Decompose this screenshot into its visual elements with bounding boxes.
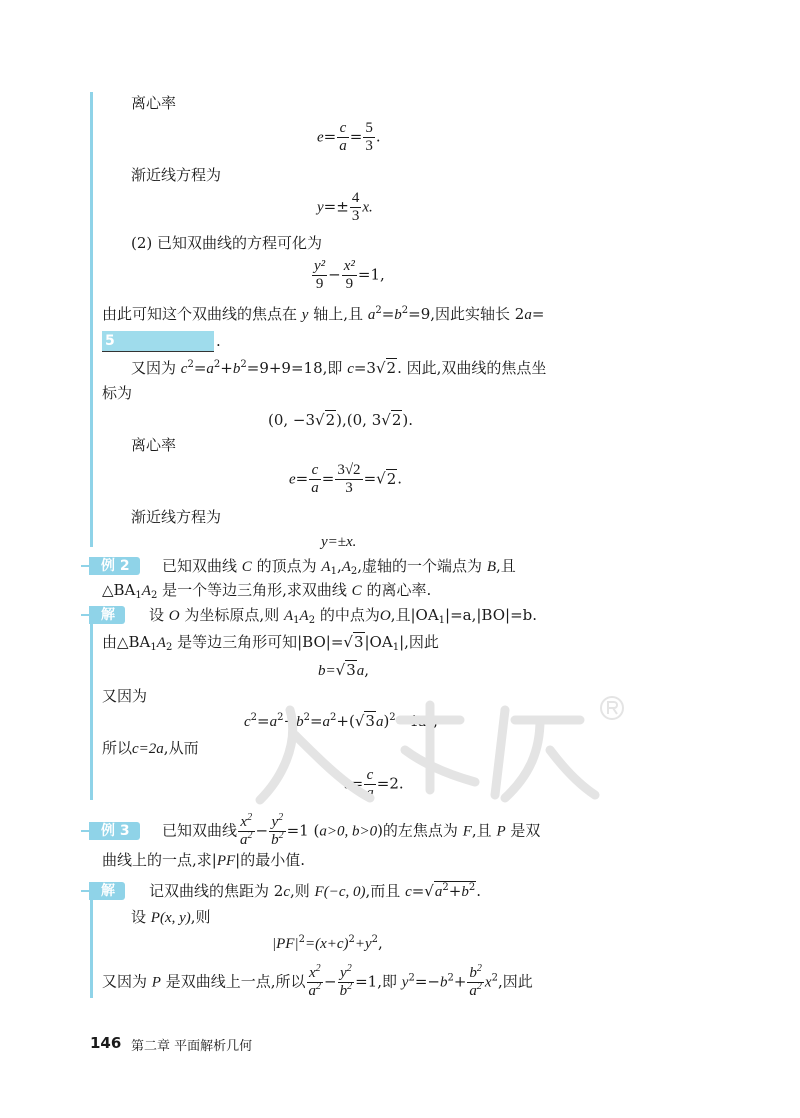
solution-2-line-2: 由$\triangle BA_1A_2$ 是等边三角形可知$|BO|=√3|OA_1|$,因此 [102, 633, 439, 653]
text-eccentricity-label: 离心率 [131, 94, 177, 112]
text-asymptote-label-2: 渐近线方程为 [131, 508, 222, 526]
page-number: 146 [90, 1034, 122, 1052]
example-2-line-2: $\triangle BA_1A_2$ 是一个等边三角形,求双曲线 C 的离心率. [102, 581, 432, 601]
answer-blank[interactable]: 5 [102, 331, 214, 352]
solution-3-tag: 解 [89, 882, 125, 900]
chapter-title: 第二章 平面解析几何 [131, 1039, 253, 1054]
text-focus-on-y-axis: 由此可知这个双曲线的焦点在 y 轴上,且 $a^2=b^2=9$,因此实轴长 2a= [102, 305, 545, 323]
solution-3-line-4: 又因为 P 是双曲线上一点,所以 $\frac{x^2}{a^2}$ − $\frac{y^2}{b^2}$ =1,即 $y^2=-b^2+$ $\frac{b^2}{a^2}$ $x^2$,因此 [102, 963, 533, 999]
solution-margin-bar [90, 888, 93, 998]
solution-margin-bar [90, 612, 93, 800]
solution-2-tag: 解 [89, 606, 125, 624]
formula-pf-squared: $|PF|^2=(x+c)^2+y^2$, [272, 934, 383, 952]
example-3-line-1: 已知双曲线 $\frac{x^2}{a^2}$ − $\frac{y^2}{b^2}$ =1 (a>0, b>0)的左焦点为 F,且 P 是双 [162, 812, 541, 848]
example-2-line-1: 已知双曲线 C 的顶点为 $A_1,A_2$,虚轴的一个端点为 B,且 [162, 557, 516, 577]
publisher-watermark-logo [250, 690, 630, 810]
formula-eccentricity-1: e= $\frac{c}{a}$ = $\frac{5}{3}$ . [317, 120, 381, 154]
formula-eccentricity-3: e= $\frac{c}{a}$ =2. [344, 767, 404, 801]
solution-3-line-2: 设 P(x, y),则 [131, 908, 211, 926]
example-3-tag: 例 3 [89, 822, 140, 840]
text-and-because: 又因为 [102, 687, 148, 705]
formula-asymptote-1: y=± $\frac{4}{3}$ x. [317, 190, 373, 224]
solution-2-line-1: 设 O 为坐标原点,则 $A_1A_2$ 的中点为O,且$|OA_1|=a,|BO|=b$. [149, 606, 538, 626]
text-focus-coords-label: 标为 [102, 384, 133, 402]
solution-3-line-1: 记双曲线的焦距为 2c,则 F(−c, 0),而且 $c=√a^2+b^2$. [149, 882, 481, 900]
text-so-c-equals-2a: 所以c=2a,从而 [102, 739, 199, 757]
example-3-line-2: 曲线上的一点,求|PF|的最小值. [102, 851, 305, 869]
formula-equation-2: $\frac{\text{y²}}{9}$ − $\frac{\text{x²}}{9}$ =1, [314, 258, 385, 292]
text-asymptote-label: 渐近线方程为 [131, 166, 222, 184]
solution-margin-bar [90, 92, 93, 547]
formula-asymptote-2: y=±x. [321, 534, 357, 550]
example-2-tag: 例 2 [89, 557, 140, 575]
text-part-2-intro: (2) 已知双曲线的方程可化为 [131, 234, 323, 252]
text-eccentricity-label-2: 离心率 [131, 436, 177, 454]
formula-c-squared-2: $c^2=a^2+b^2=a^2+(√3a)^2=4a^2$, [244, 712, 438, 730]
formula-b-equals: b=√3a, [318, 661, 370, 679]
text-period: . [216, 332, 221, 350]
text-c-squared: 又因为 $c^2=a^2+b^2=9+9=18$,即 c=3√2. 因此,双曲线的焦点坐 [131, 359, 547, 377]
formula-eccentricity-2: e= $\frac{c}{a}$ = $\frac{3√2}{3}$ =√2. [289, 462, 403, 496]
formula-foci: (0, −3√2),(0, 3√2). [268, 411, 413, 429]
